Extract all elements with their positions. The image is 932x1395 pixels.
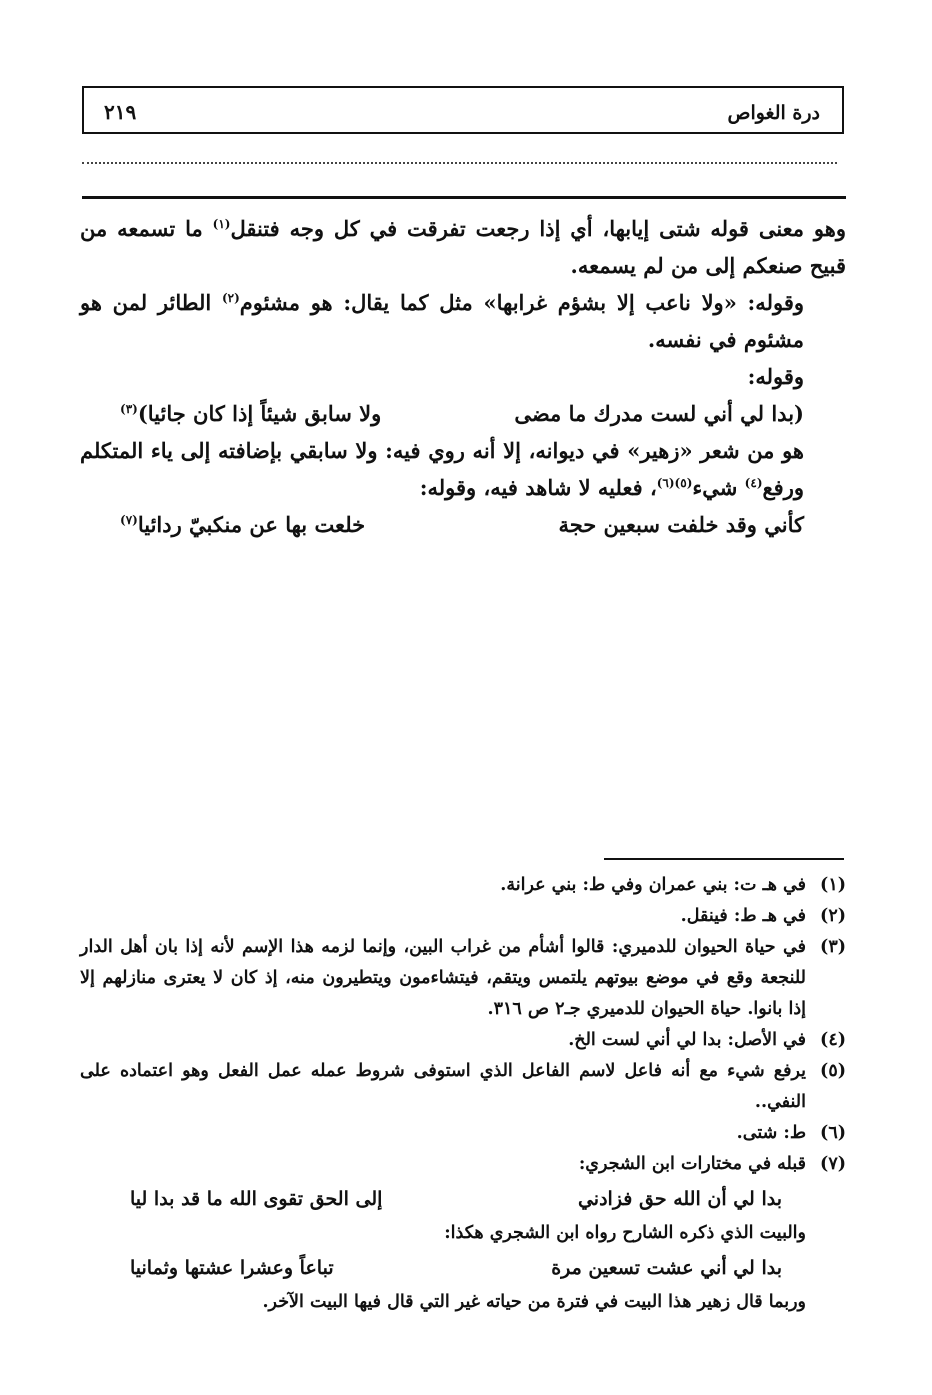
footnote-text: قبله في مختارات ابن الشجري:: [578, 1154, 806, 1174]
verse-2-second-hemistich: [120, 506, 365, 543]
footnote-ref-2[interactable]: (٢): [221, 291, 240, 305]
paragraph-2: [80, 284, 846, 358]
footnote-3: [80, 932, 846, 1025]
paragraph-3: وقوله:: [747, 364, 804, 389]
footnote-2: [80, 901, 846, 932]
footnote-separator: [604, 858, 844, 860]
footnote-4: [80, 1025, 846, 1056]
paragraph-1: [80, 210, 846, 284]
text: هو من شعر «زهير» في ديوانه، إلا أنه روي فيه: ولا سابقي بإضافته إلى ياء المتكلم ورفع: [80, 438, 804, 500]
footnote-number: (٥): [820, 1061, 846, 1081]
footnote-5: [80, 1056, 846, 1118]
footnote-text: يرفع شيء مع أنه فاعل لاسم الفاعل الذي استوفى شروط عمله عمل الفعل وهو اعتماده على النفي..: [80, 1061, 806, 1112]
hemistich: تباعاً وعشرا عشتها وثمانيا: [130, 1257, 334, 1279]
paragraph-4: [80, 432, 846, 506]
hemistich: بدا لي أني عشت تسعين مرة: [551, 1257, 782, 1279]
footnote-ref-5[interactable]: (٥): [674, 476, 693, 490]
footnote-number: (٢): [820, 906, 846, 926]
page-number: ٢١٩: [104, 100, 137, 124]
text: الطائر لمن هو مشئوم في نفسه.: [80, 290, 804, 352]
footnote-ref-4[interactable]: (٤): [744, 476, 763, 490]
footnote-ref-1[interactable]: (١): [212, 217, 231, 231]
page-header: [82, 86, 844, 134]
footnote-7-verse-1: [80, 1180, 846, 1218]
text: ، فعليه لا شاهد فيه، وقوله:: [419, 475, 657, 500]
hemistich: بدا لي أن الله حق فزادني: [577, 1188, 782, 1210]
text: شيء: [692, 475, 745, 500]
footnote-text: في هـ ط: فينقل.: [680, 906, 806, 926]
verse-1-second-hemistich: [120, 395, 381, 432]
footnote-text: في حياة الحيوان للدميري: قالوا أشأم من غراب البين، وإنما لزمه هذا الإسم لأنه إذا بان أهل الدار للنجعة وقع في موضع بيوتهم يلتمس ويتقم، فيتشاءمون ويتطيرون منه، إذ كان لا يعترى منازلهم إلا إذا بانوا. حياة الحيوان للدميري جـ٢ ص ٣١٦.: [80, 937, 806, 1019]
footnote-7: [80, 1149, 846, 1180]
dotted-divider: [82, 156, 837, 164]
book-title: درة الغواص: [727, 102, 820, 124]
verse-1: [80, 395, 846, 432]
header-rule: [82, 196, 846, 199]
main-text: [80, 210, 846, 543]
footnote-7-last-line: وربما قال زهير هذا البيت في فترة من حياته غير التي قال فيها البيت الآخر.: [262, 1292, 806, 1312]
footnote-text: في هـ ت: بني عمران وفي ط: بني عرانة.: [500, 875, 806, 895]
footnotes: [80, 870, 846, 1318]
footnote-number: (٣): [820, 937, 846, 957]
footnote-ref-3[interactable]: (٣): [120, 402, 138, 416]
footnote-number: (٦): [820, 1123, 846, 1143]
text: خلعت بها عن منكبيّ ردائيا: [137, 512, 366, 537]
text: وهو معنى قوله شتى إيابها، أي إذا رجعت تفرقت في كل وجه فتنقل: [230, 216, 846, 241]
footnote-text: ط: شتى.: [736, 1123, 806, 1143]
footnote-text: في الأصل: بدا لي أني لست الخ.: [568, 1030, 806, 1050]
text: ما تسمعه من قبيح صنعكم إلى من لم يسمعه.: [80, 216, 846, 278]
verse-2-first-hemistich: كأني وقد خلفت سبعين حجة: [558, 512, 804, 537]
footnote-1: [80, 870, 846, 901]
footnote-ref-6[interactable]: (٦): [656, 476, 675, 490]
footnote-number: (١): [820, 875, 846, 895]
footnote-6: [80, 1118, 846, 1149]
footnote-number: (٤): [820, 1030, 846, 1050]
footnote-number: (٧): [820, 1154, 846, 1174]
text: ولا سابق شيئاً إذا كان جائيا): [137, 401, 382, 426]
text: وقوله: «ولا ناعب إلا بشؤم غرابها» مثل كما يقال: هو مشئوم: [239, 290, 804, 315]
hemistich: إلى الحق تقوى الله ما قد بدا ليا: [130, 1188, 383, 1210]
footnote-7-line: والبيت الذي ذكره الشارح رواه ابن الشجري هكذا:: [444, 1223, 806, 1243]
footnote-ref-7[interactable]: (٧): [120, 513, 138, 527]
footnote-7-verse-2: [80, 1249, 846, 1287]
verse-1-first-hemistich: (بدا لي أني لست مدرك ما مضى: [514, 401, 804, 426]
verse-2: [80, 506, 846, 543]
